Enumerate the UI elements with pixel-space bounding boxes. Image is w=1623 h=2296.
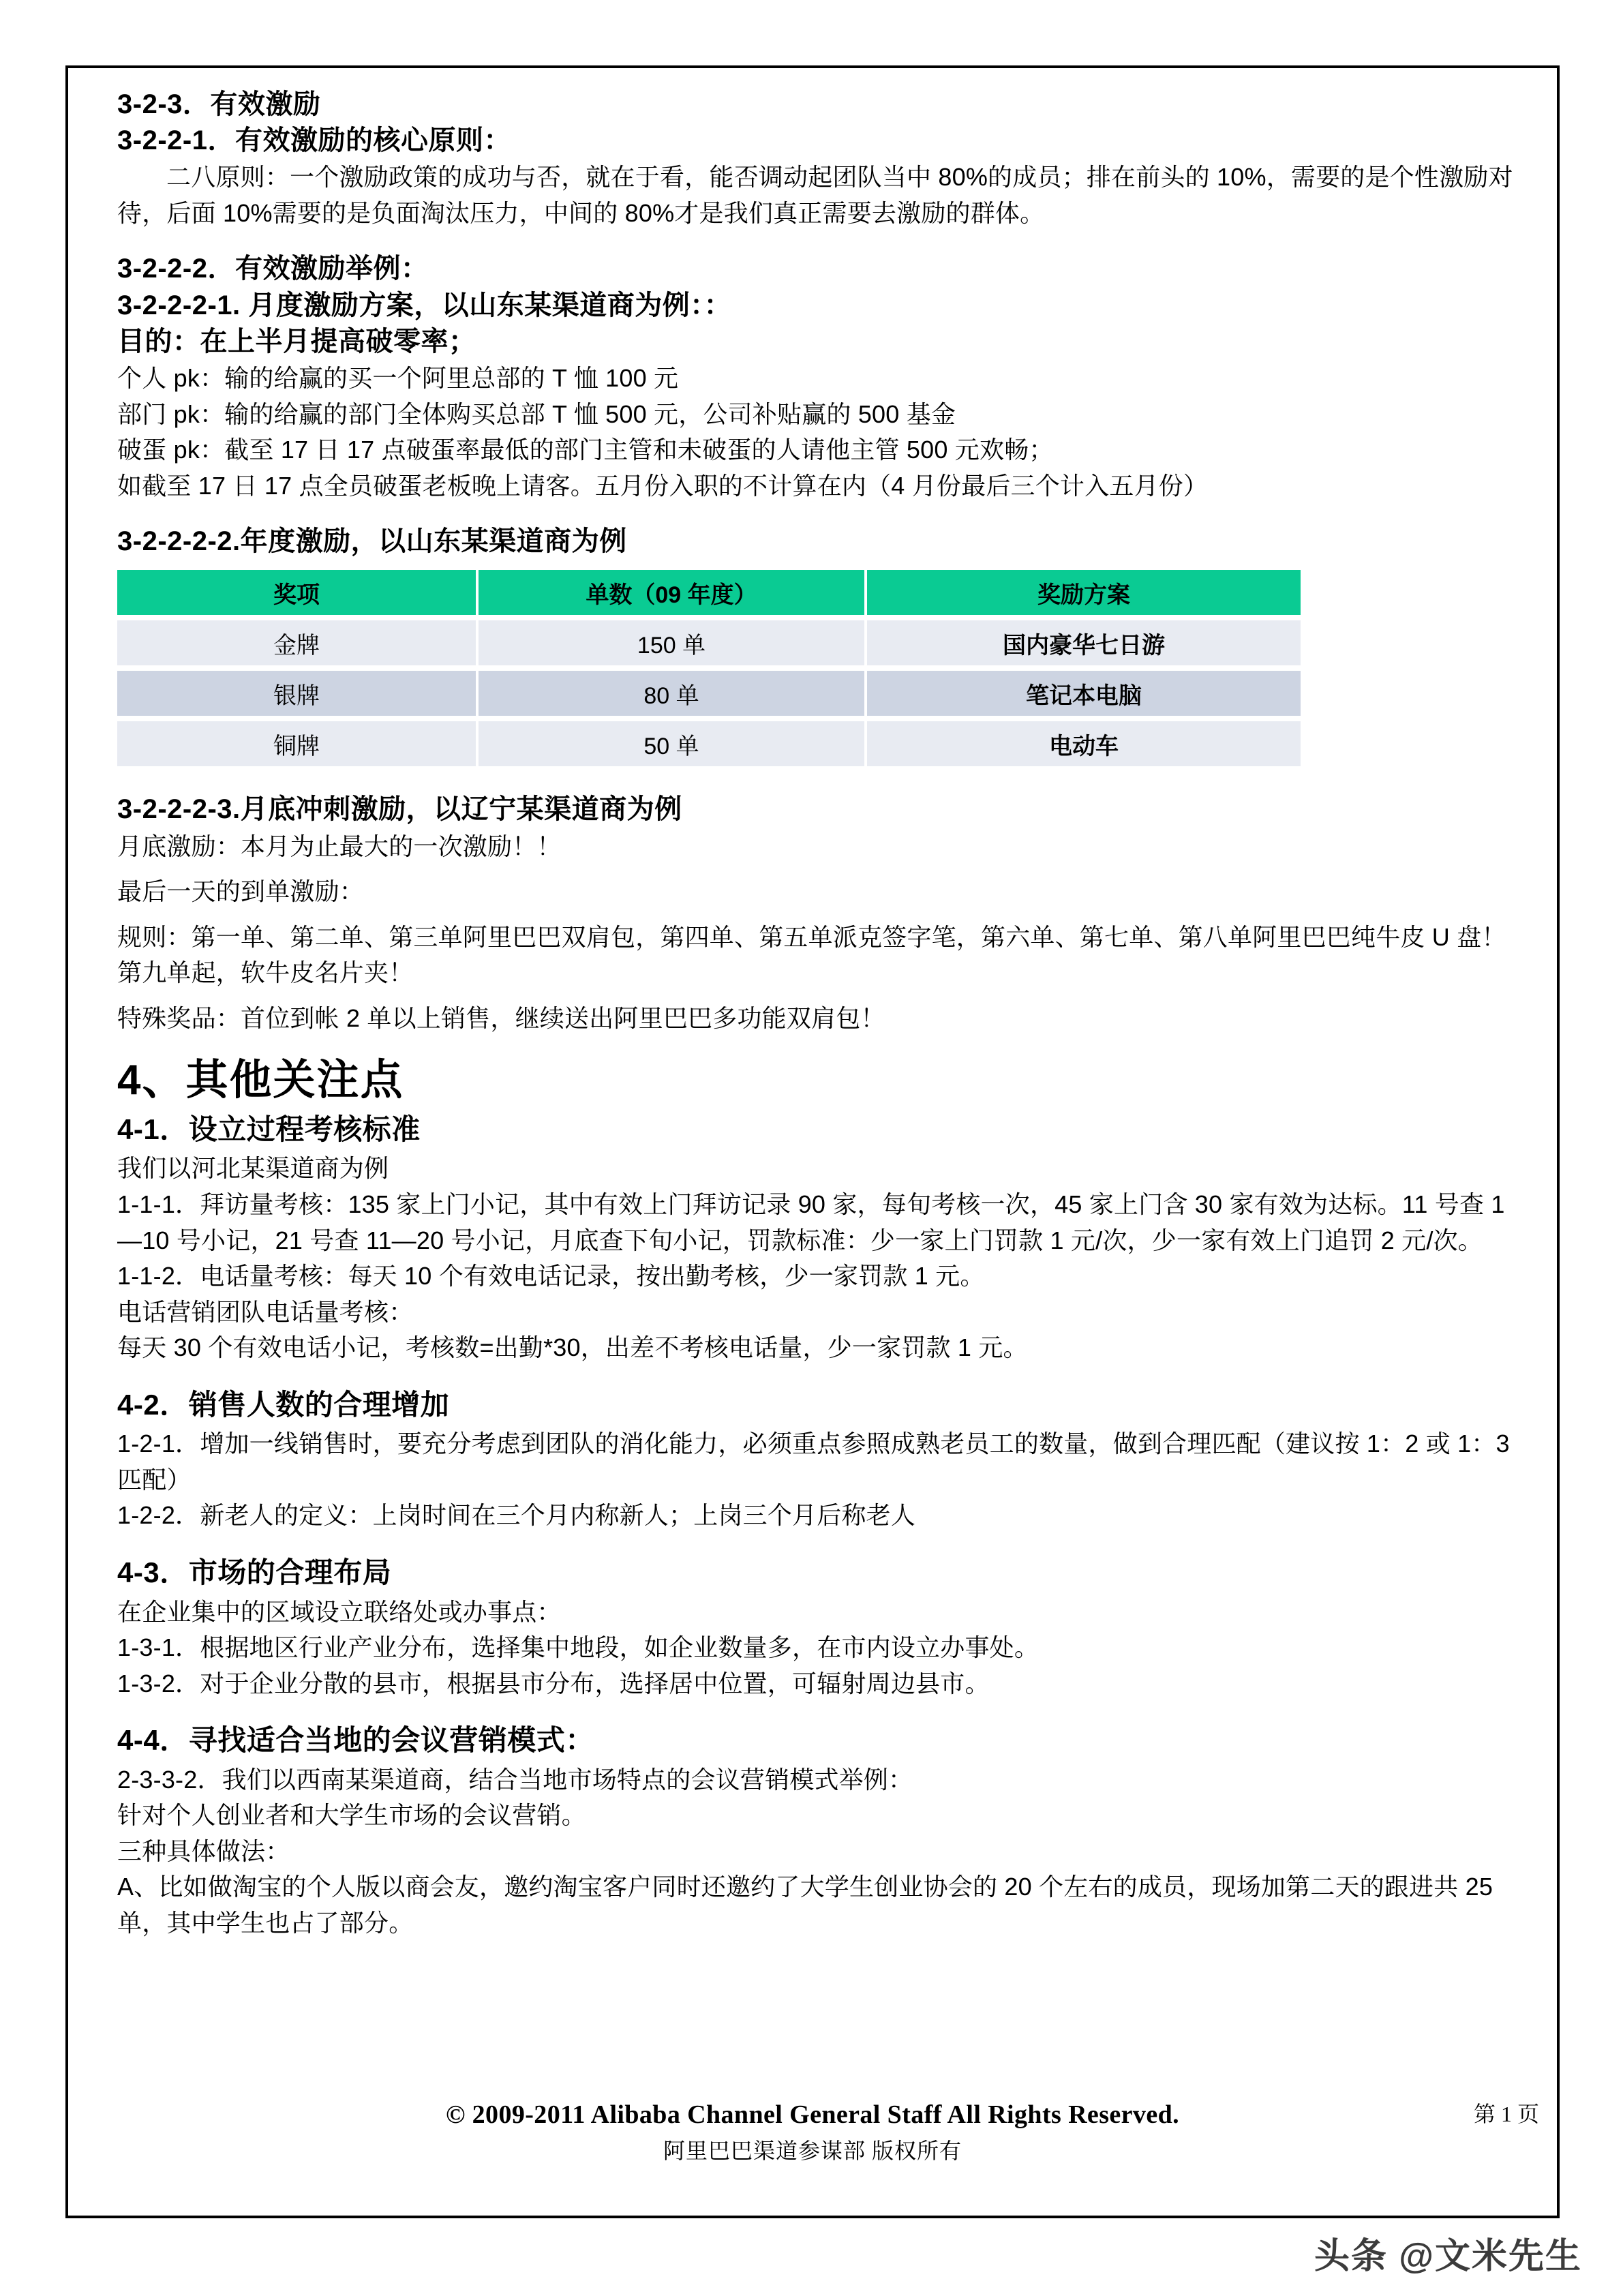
annual-award-table: [117, 570, 1301, 766]
spacer: [117, 864, 1516, 874]
footer-owner: 阿里巴巴渠道参谋部 版权所有: [663, 2139, 962, 2163]
s41-call-assessment: 1-1-2．电话量考核：每天 10 个有效电话记录，按出勤考核，少一家罚款 1 元。: [117, 1262, 985, 1290]
sprint-special-prize: 特殊奖品：首位到帐 2 单以上销售，继续送出阿里巴巴多功能双肩包！: [117, 1003, 885, 1032]
spacer: [117, 772, 1516, 792]
heading-4-1: 4-1．设立过程考核标准: [117, 1113, 421, 1145]
heading-3-2-3: 3-2-3．有效激励: [117, 89, 321, 119]
page-content: [117, 87, 1516, 2216]
heading-4-4: 4-4．寻找适合当地的会议营销模式：: [117, 1724, 594, 1757]
s44-line-3: 三种具体做法：: [117, 1837, 290, 1865]
sprint-rules: 规则：第一单、第二单、第三单阿里巴巴双肩包，第四单、第五单派克签字笔，第六单、第七单、第八单阿里巴巴纯牛皮 U 盘！第九单起，软牛皮名片夹！: [117, 922, 1506, 987]
cell-award: 金牌: [117, 620, 479, 665]
page-number: 第 1 页: [1473, 2102, 1539, 2126]
s44-line-4: A、比如做淘宝的个人版以商会友，邀约淘宝客户同时还邀约了大学生创业协会的 20 个左右的成员，现场加第二天的跟进共 25 单，其中学生也占了部分。: [117, 1873, 1493, 1937]
s41-visit-assessment: 1-1-1．拜访量考核：135 家上门小记，其中有效上门拜访记录 90 家，每旬考核一次，45 家上门含 30 家有效为达标。11 号查 1—10 号小记，21 号查 11—20 号小记，月底查下旬小记，罚款标准：少一家上门罚款 1 元/次，少一家有效上门追罚 2 元/次。: [117, 1190, 1505, 1254]
table-row: [117, 620, 1301, 665]
watermark: 头条 @文米先生: [1314, 2237, 1582, 2276]
spacer: [117, 1534, 1516, 1554]
s42-line-1: 1-2-1．增加一线销售时，要充分考虑到团队的消化能力，必须重点参照成熟老员工的数量，做到合理匹配（建议按 1：2 或 1：3 匹配）: [117, 1430, 1510, 1494]
table-header-row: [117, 570, 1301, 615]
heading-3-2-2-1: 3-2-2-1．有效激励的核心原则：: [117, 125, 511, 156]
monthly-line-department-pk: 部门 pk：输的给赢的部门全体购买总部 T 恤 500 元，公司补贴赢的 500 基金: [117, 399, 956, 428]
monthly-line-note: 如截至 17 日 17 点全员破蛋老板晚上请客。五月份入职的不计算在内（4 月份最后三个计入五月份）: [117, 471, 1209, 500]
s43-line-2: 1-3-2．对于企业分散的县市，根据县市分布，选择居中位置，可辐射周边县市。: [117, 1669, 990, 1697]
spacer: [117, 910, 1516, 920]
table-header-orders: 单数（09 年度）: [479, 570, 867, 615]
heading-4-3: 4-3．市场的合理布局: [117, 1556, 392, 1588]
paragraph-core-principle: 二八原则：一个激励政策的成功与否，就在于看，能否调动起团队当中 80%的成员；排在前头的 10%，需要的是个性激励对待，后面 10%需要的是负面淘汰压力，中间的 80%才是我们真正需要去激励的群体。: [117, 163, 1513, 227]
heading-section-4: 4、其他关注点: [117, 1057, 404, 1104]
spacer: [117, 1366, 1516, 1387]
s41-telemarketing-title: 电话营销团队电话量考核：: [117, 1297, 414, 1326]
spacer: [117, 231, 1516, 252]
heading-4-2: 4-2．销售人数的合理增加: [117, 1388, 450, 1421]
heading-3-2-2-2-2: 3-2-2-2-2.年度激励，以山东某渠道商为例: [117, 526, 627, 557]
s41-telemarketing-rule: 每天 30 个有效电话小记，考核数=出勤*30，出差不考核电话量，少一家罚款 1 元。: [117, 1333, 1028, 1362]
table-header-award: 奖项: [117, 570, 479, 615]
table-row-spacer: [117, 716, 1301, 721]
table-row: [117, 721, 1301, 766]
cell-prize: 笔记本电脑: [867, 671, 1301, 716]
s41-intro: 我们以河北某渠道商为例: [117, 1154, 389, 1183]
s44-line-1: 2-3-3-2．我们以西南某渠道商，结合当地市场特点的会议营销模式举例：: [117, 1765, 913, 1794]
monthly-line-personal-pk: 个人 pk：输的给赢的买一个阿里总部的 T 恤 100 元: [117, 364, 679, 393]
spacer: [117, 991, 1516, 1001]
s44-line-2: 针对个人创业者和大学生市场的会议营销。: [117, 1801, 586, 1830]
cell-award: 银牌: [117, 671, 479, 716]
heading-3-2-2-2-1: 3-2-2-2-1. 月度激励方案，以山东某渠道商为例：：: [117, 290, 732, 320]
footer-copyright: © 2009-2011 Alibaba Channel General Staff All Rights Reserved.: [445, 2100, 1180, 2129]
cell-orders: 80 单: [479, 671, 867, 716]
table-row-spacer: [117, 615, 1301, 620]
monthly-line-podan-pk: 破蛋 pk：截至 17 日 17 点破蛋率最低的部门主管和未破蛋的人请他主管 500 元欢畅；: [117, 436, 1054, 464]
s43-line-1: 1-3-1．根据地区行业产业分布，选择集中地段，如企业数量多，在市内设立办事处。: [117, 1633, 1040, 1662]
s42-line-2: 1-2-2．新老人的定义：上岗时间在三个月内称新人；上岗三个月后称老人: [117, 1501, 916, 1530]
cell-orders: 150 单: [479, 620, 867, 665]
spacer: [117, 504, 1516, 524]
sprint-line-2: 最后一天的到单激励：: [117, 877, 365, 906]
table-row: [117, 671, 1301, 716]
cell-prize: 国内豪华七日游: [867, 620, 1301, 665]
cell-award: 铜牌: [117, 721, 479, 766]
page-footer: [68, 2100, 1557, 2165]
cell-prize: 电动车: [867, 721, 1301, 766]
document-page: [65, 65, 1560, 2218]
table-row-spacer: [117, 665, 1301, 671]
sprint-line-1: 月底激励：本月为止最大的一次激励！！: [117, 832, 562, 860]
spacer: [117, 1702, 1516, 1722]
heading-3-2-2-2-3: 3-2-2-2-3.月底冲刺激励，以辽宁某渠道商为例: [117, 794, 682, 825]
heading-3-2-2-2: 3-2-2-2．有效激励举例：: [117, 254, 429, 284]
s43-intro: 在企业集中的区域设立联络处或办事点：: [117, 1597, 562, 1626]
table-header-prize: 奖励方案: [867, 570, 1301, 615]
cell-orders: 50 单: [479, 721, 867, 766]
monthly-purpose: 目的：在上半月提高破零率；: [117, 326, 476, 357]
